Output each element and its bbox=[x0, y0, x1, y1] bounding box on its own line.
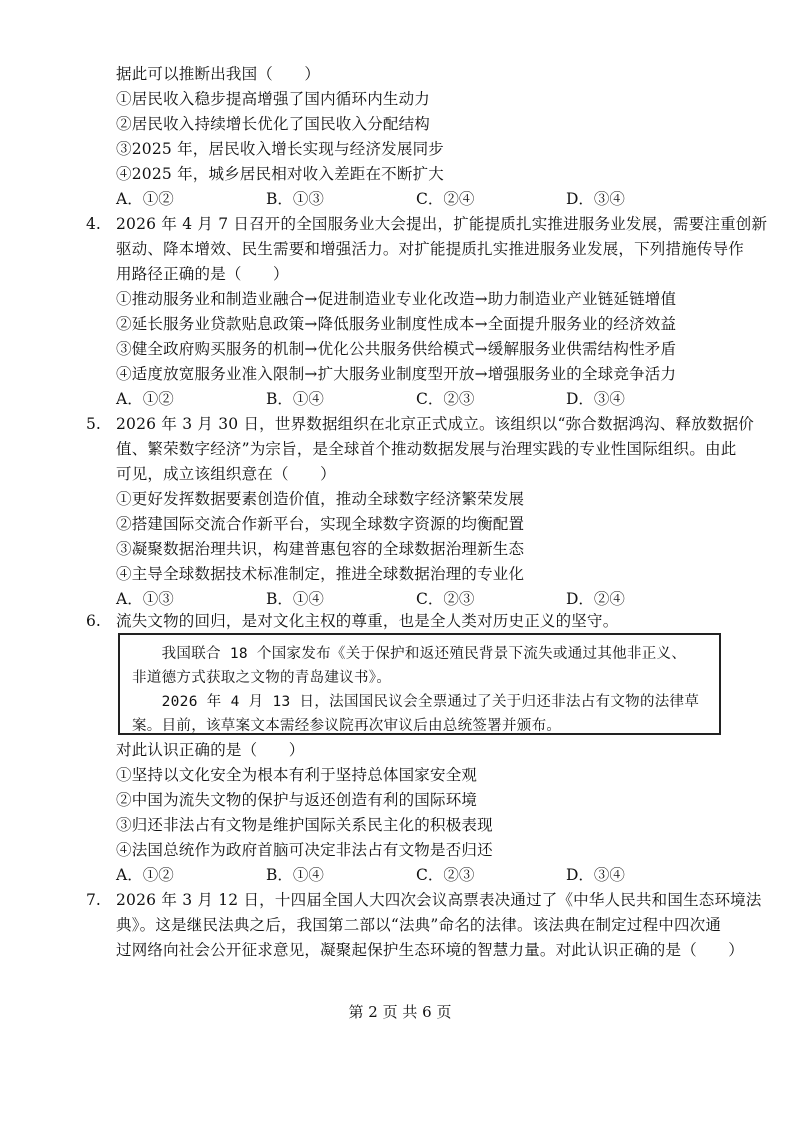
q4-option-a[interactable]: A．①② bbox=[116, 390, 174, 408]
q5-item-2: ②搭建国际交流合作新平台，实现全球数字资源的均衡配置 bbox=[116, 515, 525, 533]
q7-stem-3: 过网络向社会公开征求意见，凝聚起保护生态环境的智慧力量。对此认识正确的是（ ） bbox=[116, 941, 745, 959]
q4-option-c[interactable]: C．②③ bbox=[416, 390, 475, 408]
q6-option-b[interactable]: B．①④ bbox=[266, 866, 324, 884]
q3-option-c[interactable]: C．②④ bbox=[416, 190, 475, 208]
q4-number: 4. bbox=[86, 215, 101, 233]
q6-option-a[interactable]: A．①② bbox=[116, 866, 174, 884]
q3-item-4: ④2025 年，城乡居民相对收入差距在不断扩大 bbox=[116, 165, 444, 183]
q6-item-2: ②中国为流失文物的保护与返还创造有利的国际环境 bbox=[116, 791, 478, 809]
q4-stem-1: 2026 年 4 月 7 日召开的全国服务业大会提出，扩能提质扎实推进服务业发展，需要注重创新 bbox=[116, 215, 768, 233]
q5-options bbox=[116, 587, 716, 611]
q4-item-2: ②延长服务业贷款贴息政策→降低服务业制度性成本→全面提升服务业的经济效益 bbox=[116, 315, 677, 333]
q4-option-b[interactable]: B．①④ bbox=[266, 390, 324, 408]
q5-stem-2: 值、繁荣数字经济”为宗旨，是全球首个推动数据发展与治理实践的专业性国际组织。由此 bbox=[116, 440, 737, 458]
q6-option-c[interactable]: C．②③ bbox=[416, 866, 475, 884]
q3-option-b[interactable]: B．①③ bbox=[266, 190, 324, 208]
q6-material-line-1: 我国联合 18 个国家发布《关于保护和返还殖民背景下流失或通过其他非正义、 bbox=[132, 646, 687, 662]
q4-item-3: ③健全政府购买服务的机制→优化公共服务供给模式→缓解服务业供需结构性矛盾 bbox=[116, 340, 677, 358]
q6-options bbox=[116, 863, 716, 887]
q4-options bbox=[116, 387, 716, 411]
q5-stem-1: 2026 年 3 月 30 日，世界数据组织在北京正式成立。该组织以“弥合数据鸿沟、释放数据价 bbox=[116, 415, 754, 433]
q6-intro: 流失文物的回归，是对文化主权的尊重，也是全人类对历史正义的坚守。 bbox=[116, 612, 619, 630]
q4-item-4: ④适度放宽服务业准入限制→扩大服务业制度型开放→增强服务业的全球竞争活力 bbox=[116, 365, 677, 383]
q4-stem-3: 用路径正确的是（ ） bbox=[116, 265, 289, 283]
q7-stem-2: 典》。这是继民法典之后，我国第二部以“法典”命名的法律。该法典在制定过程中四次通 bbox=[116, 916, 722, 934]
page-number-footer: 第 2 页 共 6 页 bbox=[348, 1003, 452, 1021]
q5-item-1: ①更好发挥数据要素创造价值，推动全球数字经济繁荣发展 bbox=[116, 490, 525, 508]
q7-number: 7. bbox=[86, 891, 101, 909]
q5-option-c[interactable]: C．②③ bbox=[416, 590, 475, 608]
q6-material-line-3: 2026 年 4 月 13 日，法国国民议会全票通过了关于归还非法占有文物的法律草 bbox=[132, 694, 700, 710]
q6-item-1: ①坚持以文化安全为根本有利于坚持总体国家安全观 bbox=[116, 766, 478, 784]
q5-option-a[interactable]: A．①③ bbox=[116, 590, 174, 608]
q6-item-3: ③归还非法占有文物是维护国际关系民主化的积极表现 bbox=[116, 816, 493, 834]
q6-material-line-4: 案。目前，该草案文本需经参议院再次审议后由总统签署并颁布。 bbox=[132, 718, 562, 734]
q4-stem-2: 驱动、降本增效、民生需要和增强活力。对扩能提质扎实推进服务业发展，下列措施传导作 bbox=[116, 240, 745, 258]
q6-material-box bbox=[118, 633, 721, 735]
q6-material-line-2: 非道德方式获取之文物的青岛建议书》。 bbox=[132, 670, 392, 686]
q5-stem-3: 可见，成立该组织意在（ ） bbox=[116, 465, 336, 483]
q3-item-2: ②居民收入持续增长优化了国民收入分配结构 bbox=[116, 115, 431, 133]
q3-item-3: ③2025 年，居民收入增长实现与经济发展同步 bbox=[116, 140, 444, 158]
q5-item-3: ③凝聚数据治理共识，构建普惠包容的全球数据治理新生态 bbox=[116, 540, 525, 558]
q3-option-d[interactable]: D．③④ bbox=[566, 190, 625, 208]
q5-number: 5. bbox=[86, 415, 101, 433]
q3-option-a[interactable]: A．①② bbox=[116, 190, 174, 208]
q5-item-4: ④主导全球数据技术标准制定，推进全球数据治理的专业化 bbox=[116, 565, 525, 583]
q7-stem-1: 2026 年 3 月 12 日，十四届全国人大四次会议高票表决通过了《中华人民共和国生态环境法 bbox=[116, 891, 762, 909]
q5-option-b[interactable]: B．①④ bbox=[266, 590, 324, 608]
q5-option-d[interactable]: D．②④ bbox=[566, 590, 625, 608]
q3-stem-end: 据此可以推断出我国（ ） bbox=[116, 65, 321, 83]
q6-option-d[interactable]: D．③④ bbox=[566, 866, 625, 884]
q4-option-d[interactable]: D．③④ bbox=[566, 390, 625, 408]
q3-item-1: ①居民收入稳步提高增强了国内循环内生动力 bbox=[116, 90, 431, 108]
q3-options bbox=[116, 187, 716, 211]
q6-item-4: ④法国总统作为政府首脑可决定非法占有文物是否归还 bbox=[116, 841, 493, 859]
q6-question: 对此认识正确的是（ ） bbox=[116, 741, 305, 759]
q4-item-1: ①推动服务业和制造业融合→促进制造业专业化改造→助力制造业产业链延链增值 bbox=[116, 290, 677, 308]
q6-number: 6. bbox=[86, 612, 101, 630]
